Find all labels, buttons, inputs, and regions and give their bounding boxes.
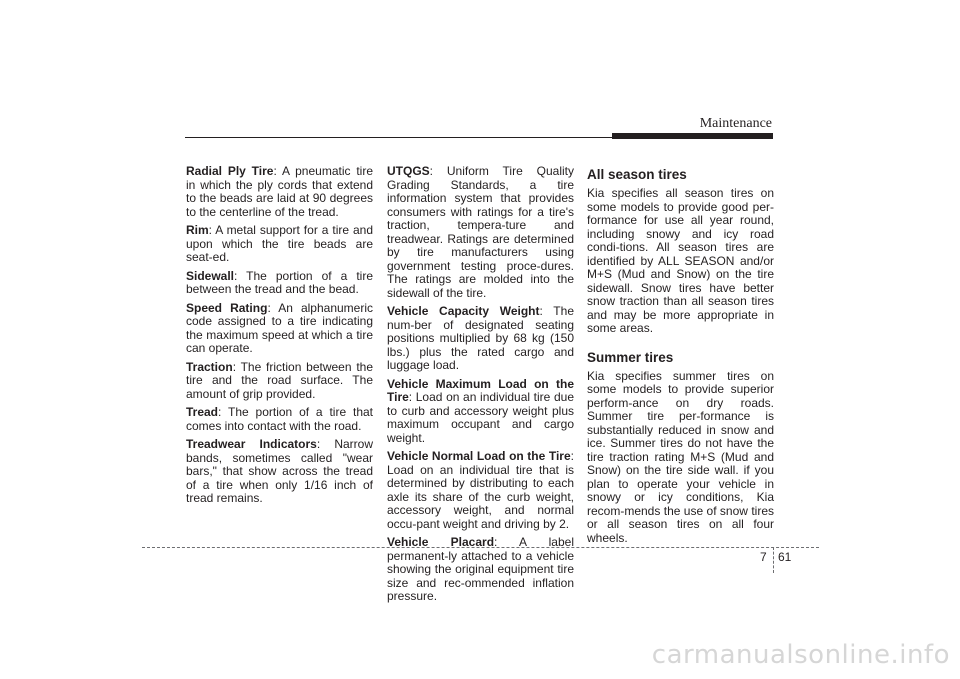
section-title-maintenance: Maintenance (699, 116, 772, 131)
definition-entry (186, 270, 373, 297)
definition-text: : Uniform Tire Quality Grading Standards, a tire information system that provides consumers with ratings for a tire's traction, tempera-ture and treadwear. Ratings are determined by tire manufacturers using government testing proce-dures. The ratings are molded into the sidewall of the tire. (387, 164, 574, 300)
heading-all-season-tires: All season tires (587, 167, 687, 182)
definition-entry (387, 450, 574, 531)
definition-term: UTQGS (387, 164, 430, 178)
definition-entry (186, 224, 373, 265)
definition-term: Vehicle Placard (387, 535, 495, 549)
definition-entry (387, 378, 574, 446)
definition-text: : Narrow bands, sometimes called "wear bars," that show across the tread of a tire when only 1/16 inch of tread remains. (186, 437, 374, 505)
definition-term: Speed Rating (186, 300, 268, 315)
definition-text: : A label permanent-ly attached to a vehicle showing the original equipment tire size and rec-ommended inflation pressure. (387, 535, 574, 603)
definition-term: Traction (186, 359, 233, 374)
page-number: 61 (778, 550, 792, 564)
definition-text: : The portion of a tire between the tread and the bead. (186, 268, 373, 296)
definition-entry (186, 302, 373, 356)
paragraph-all-season-tires: Kia specifies all season tires on some models to provide good per-formance for use all year round, including snowy and icy road condi-tions. All season tires are identified by ALL SEASON and/or M+S (Mud and Snow) on the tire sidewall. Snow tires have better snow traction than all season tires and may be more appropriate in some areas. (587, 186, 774, 335)
definition-text: : The num-ber of designated seating positions multiplied by 68 kg (150 lbs.) plus the rated cargo and luggage load. (387, 304, 574, 372)
definition-text: : A metal support for a tire and upon which the tire beads are seat-ed. (186, 223, 373, 264)
heading-summer-tires: Summer tires (587, 349, 674, 365)
definition-term: Vehicle Normal Load on the Tire (387, 449, 571, 463)
column-tire-types (587, 167, 774, 545)
definition-text: : Load on an individual tire that is determined by distributing to each axle its share of the curb weight, accessory weight, and normal occu-pant weight and driving by 2. (387, 449, 574, 531)
chapter-number: 7 (760, 550, 767, 564)
definition-text: : The portion of a tire that comes into contact with the road. (186, 405, 373, 433)
header-rule (185, 137, 615, 138)
definition-term: Treadwear Indicators (186, 437, 317, 451)
definition-term: Vehicle Maximum Load on the Tire (387, 376, 574, 404)
watermark: carmanualsonline.info (651, 640, 950, 670)
definition-entry (387, 305, 574, 373)
footer-rule (142, 547, 819, 548)
paragraph-summer-tires: Kia specifies summer tires on some models to provide superior perform-ance on dry roads. Summer tire per-formance is substantially reduced in snow and ice. Summer tires do not have the tire traction rating M+S (Mud and Snow) on the tire side wall. if you plan to operate your vehicle in snowy or icy conditions, Kia recom-mends the use of snow tires or all season tires on all four wheels. (587, 368, 774, 545)
column-definitions-1 (186, 165, 373, 511)
definition-term: Radial Ply Tire (186, 164, 274, 178)
definition-term: Sidewall (186, 268, 235, 283)
definition-term: Rim (186, 223, 209, 237)
page-number-divider (773, 547, 774, 573)
definition-entry (186, 438, 373, 506)
definition-entry (186, 361, 373, 402)
definition-text: : Load on an individual tire due to curb and accessory weight plus maximum occupant and cargo weight. (387, 390, 574, 445)
definition-text: : An alphanumeric code assigned to a tire indicating the maximum speed at which a tire can operate. (186, 300, 373, 355)
definition-entry (387, 165, 574, 300)
definition-term: Tread (186, 405, 219, 419)
column-definitions-2 (387, 165, 574, 609)
definition-entry (186, 406, 373, 433)
definition-text: : A pneumatic tire in which the ply cords that extend to the beads are laid at 90 degrees to the centerline of the tread. (186, 164, 373, 219)
definition-entry (186, 165, 373, 219)
header-rule-accent (612, 133, 773, 139)
definition-text: : The friction between the tire and the road surface. The amount of grip provided. (186, 359, 373, 401)
definition-term: Vehicle Capacity Weight (387, 304, 540, 318)
